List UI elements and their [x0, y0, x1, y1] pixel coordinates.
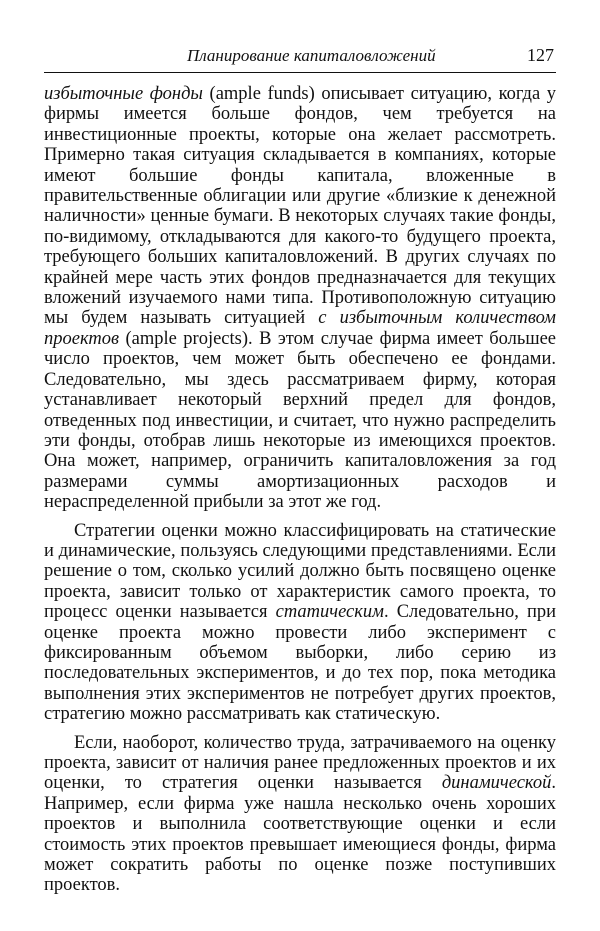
page-header	[44, 42, 556, 73]
term-ample-funds: избыточные фонды	[44, 84, 203, 104]
page-number: 127	[527, 45, 554, 65]
body-text	[44, 84, 556, 896]
term-static: статическим	[275, 602, 384, 623]
paragraph-text: (ample funds) описывает ситуацию, когда у фирмы имеется больше фондов, чем требуется на инвестиционные проекты, которые она желает рассмотреть. Примерно такая ситуация складывается в компаниях, которые имеют большие фонды капитала, вложенные в правительственные облигации или другие «близкие к денежной наличности» ценные бумаги. В некоторых случаях такие фонды, по-видимому, откладываются для какого-то будущего проекта, требующего больших капиталовложений. В других случаях по крайней мере часть этих фондов предназначается для текущих вложений изучаемого нами типа. Противоположную ситуацию мы будем называть ситуацией	[44, 84, 556, 329]
paragraph-text: . Следовательно, при оценке проекта можно провести либо эксперимент с фиксированным объемом выборки, либо серию из последовательных экспериментов, и до тех пор, пока методика выполнения этих экспериментов не потребует других проектов, стратегию можно рассматривать как статическую.	[44, 602, 557, 725]
paragraph-1	[44, 84, 556, 513]
paragraph-text: Если, наоборот, количество труда, затрачиваемого на оценку проекта, зависит от наличия ранее предложенных проектов и их оценки, то стратегия оценки называется	[44, 732, 556, 794]
term-dynamic: динамической	[441, 773, 552, 794]
paragraph-text: . Например, если фирма уже нашла несколько очень хороших проектов и выполнила соответствующие оценки и если стоимость этих проектов превышает имеющиеся фонды, фирма может сократить работы по оценке позже поступивших проектов.	[44, 773, 556, 896]
paragraph-3	[44, 733, 556, 896]
running-title: Планирование капиталовложений	[187, 46, 436, 65]
term-ample-projects: с избыточным количеством проектов	[44, 308, 556, 349]
paragraph-2	[44, 521, 556, 725]
paragraph-text: Стратегии оценки можно классифицировать на статические и динамические, пользуясь следующими представлениями. Если решение о том, сколько усилий должно быть посвящено оценке проекта, зависит только от характеристик самого проекта, то процесс оценки называется	[44, 520, 556, 623]
paragraph-text: (ample projects). В этом случае фирма имеет большее число проектов, чем может быть обеспечено ее фондами. Следовательно, мы здесь рассматриваем фирму, которая устанавливает некоторый верхний предел для фондов, отведенных под инвестиции, и считает, что нужно распределить эти фонды, отобрав лишь некоторые из имеющихся проектов. Она может, например, ограничить капиталовложения за год размерами суммы амортизационных расходов и нераспределенной прибыли за этот же год.	[44, 328, 556, 513]
